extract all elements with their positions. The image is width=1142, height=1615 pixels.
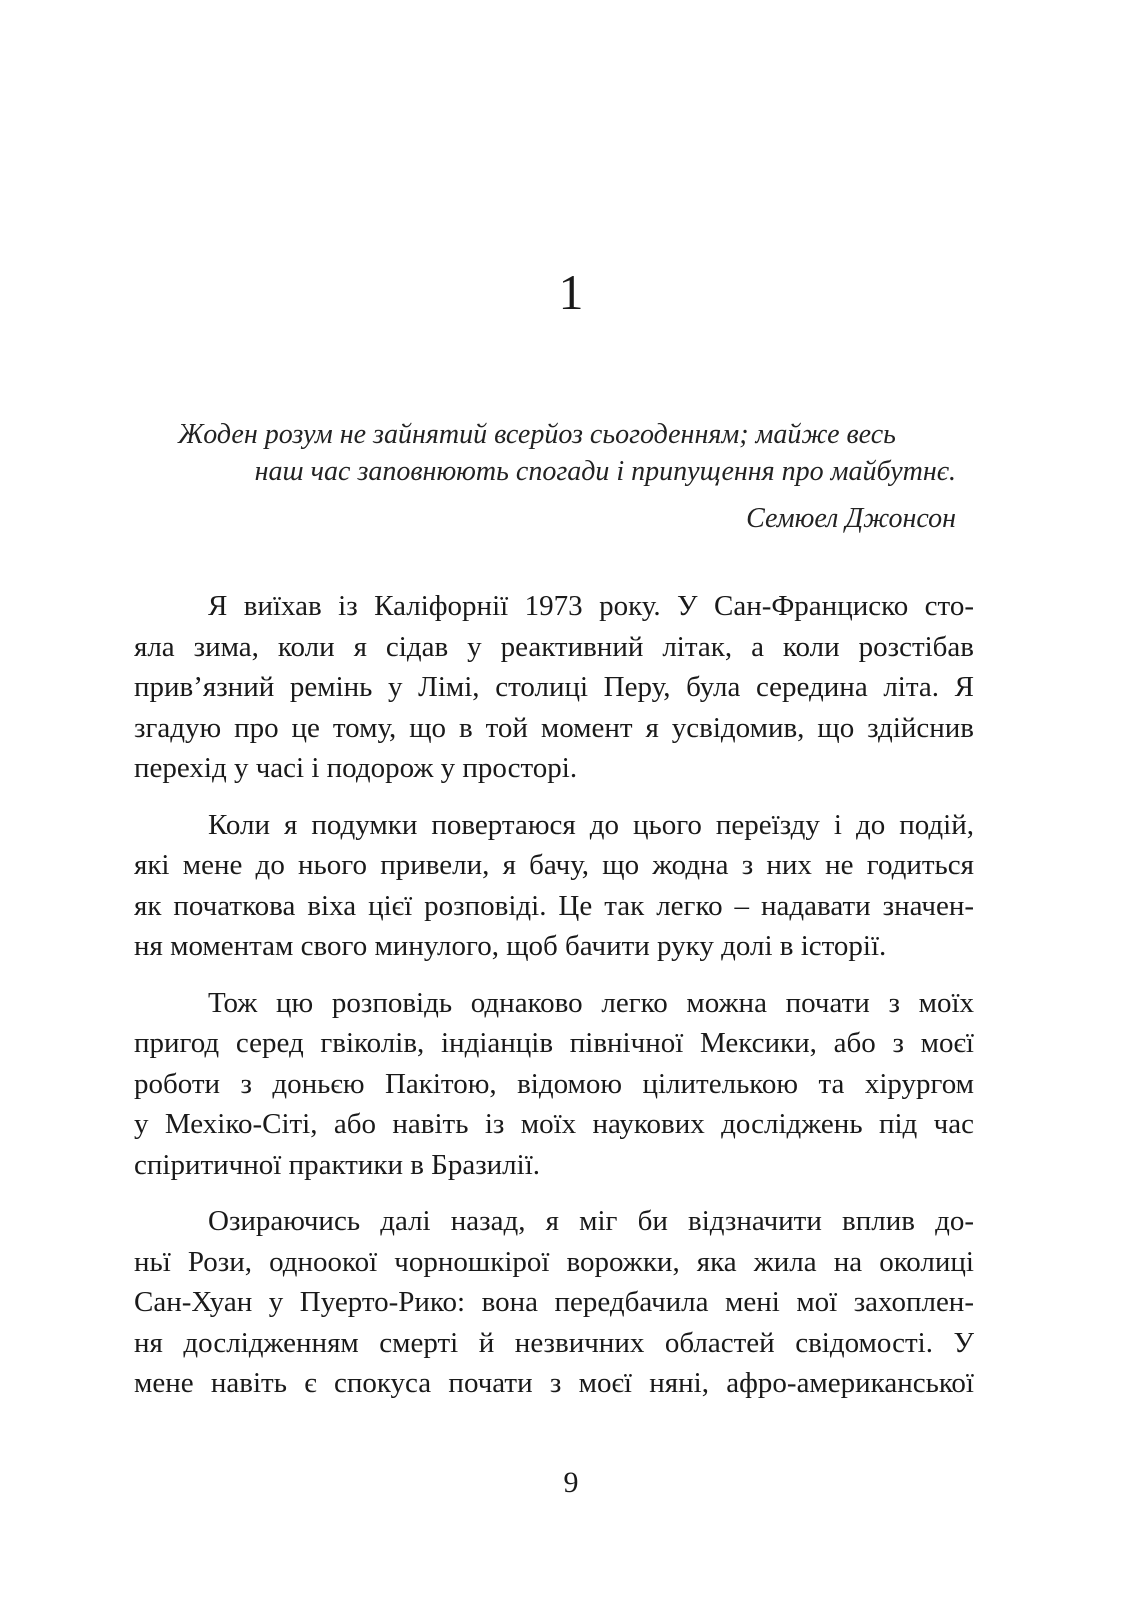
text-line: Коли я подумки повертаюся до цього переїзду і до подій, bbox=[208, 808, 974, 841]
text-line: мене навіть є спокуса почати з моєї няні, афро-американської bbox=[134, 1367, 974, 1399]
text-line: прив’язний ремінь у Лімі, столиці Перу, була середина літа. Я bbox=[134, 671, 974, 703]
paragraph bbox=[134, 983, 974, 1186]
paragraph bbox=[134, 1201, 974, 1404]
text-line: Озираючись далі назад, я міг би відзначити вплив до- bbox=[208, 1205, 974, 1237]
chapter-number: 1 bbox=[558, 264, 584, 320]
text-line: роботи з доньєю Пакітою, відомою цілителькою та хірургом bbox=[134, 1067, 974, 1100]
epigraph-author: Семюел Джонсон bbox=[746, 503, 956, 534]
paragraph bbox=[134, 586, 974, 789]
text-line: Тож цю розповідь однаково легко можна почати з моїх bbox=[208, 986, 974, 1019]
text-line: Сан-Хуан у Пуерто-Рико: вона передбачила мені мої захоплен- bbox=[134, 1286, 974, 1318]
text-line: пригод серед гвіколів, індіанців північної Мексики, або з моєї bbox=[134, 1027, 974, 1059]
text-line: ньї Рози, одноокої чорношкірої ворожки, яка жила на околиці bbox=[134, 1245, 974, 1278]
text-line: яла зима, коли я сідав у реактивний літак, а коли розстібав bbox=[134, 630, 974, 663]
epigraph-line: Жоден розум не зайнятий всерйоз сьогоденням; майже весь bbox=[178, 419, 896, 450]
text-line: як початкова віха цієї розповіді. Це так легко – надавати значен- bbox=[134, 889, 974, 922]
text-line: які мене до нього привели, я бачу, що жодна з них не годиться bbox=[134, 849, 974, 881]
paragraph bbox=[134, 805, 974, 967]
text-line: Я виїхав із Каліфорнії 1973 року. У Сан-Франциско сто- bbox=[208, 590, 974, 622]
text-line: ня моментам свого минулого, щоб бачити руку долі в історії. bbox=[134, 930, 887, 962]
body-text bbox=[134, 586, 974, 1420]
text-line: згадую про це тому, що в той момент я усвідомив, що здійснив bbox=[134, 711, 974, 744]
text-line: ня дослідженням смерті й незвичних областей свідомості. У bbox=[134, 1326, 974, 1359]
page-number: 9 bbox=[563, 1466, 579, 1499]
epigraph-line: наш час заповнюють спогади і припущення про майбутнє. bbox=[254, 456, 956, 487]
text-line: спіритичної практики в Бразилії. bbox=[134, 1148, 540, 1181]
epigraph bbox=[172, 416, 956, 537]
text-line: у Мехіко-Сіті, або навіть із моїх наукових досліджень під час bbox=[134, 1108, 974, 1140]
text-line: перехід у часі і подорож у просторі. bbox=[134, 752, 578, 784]
